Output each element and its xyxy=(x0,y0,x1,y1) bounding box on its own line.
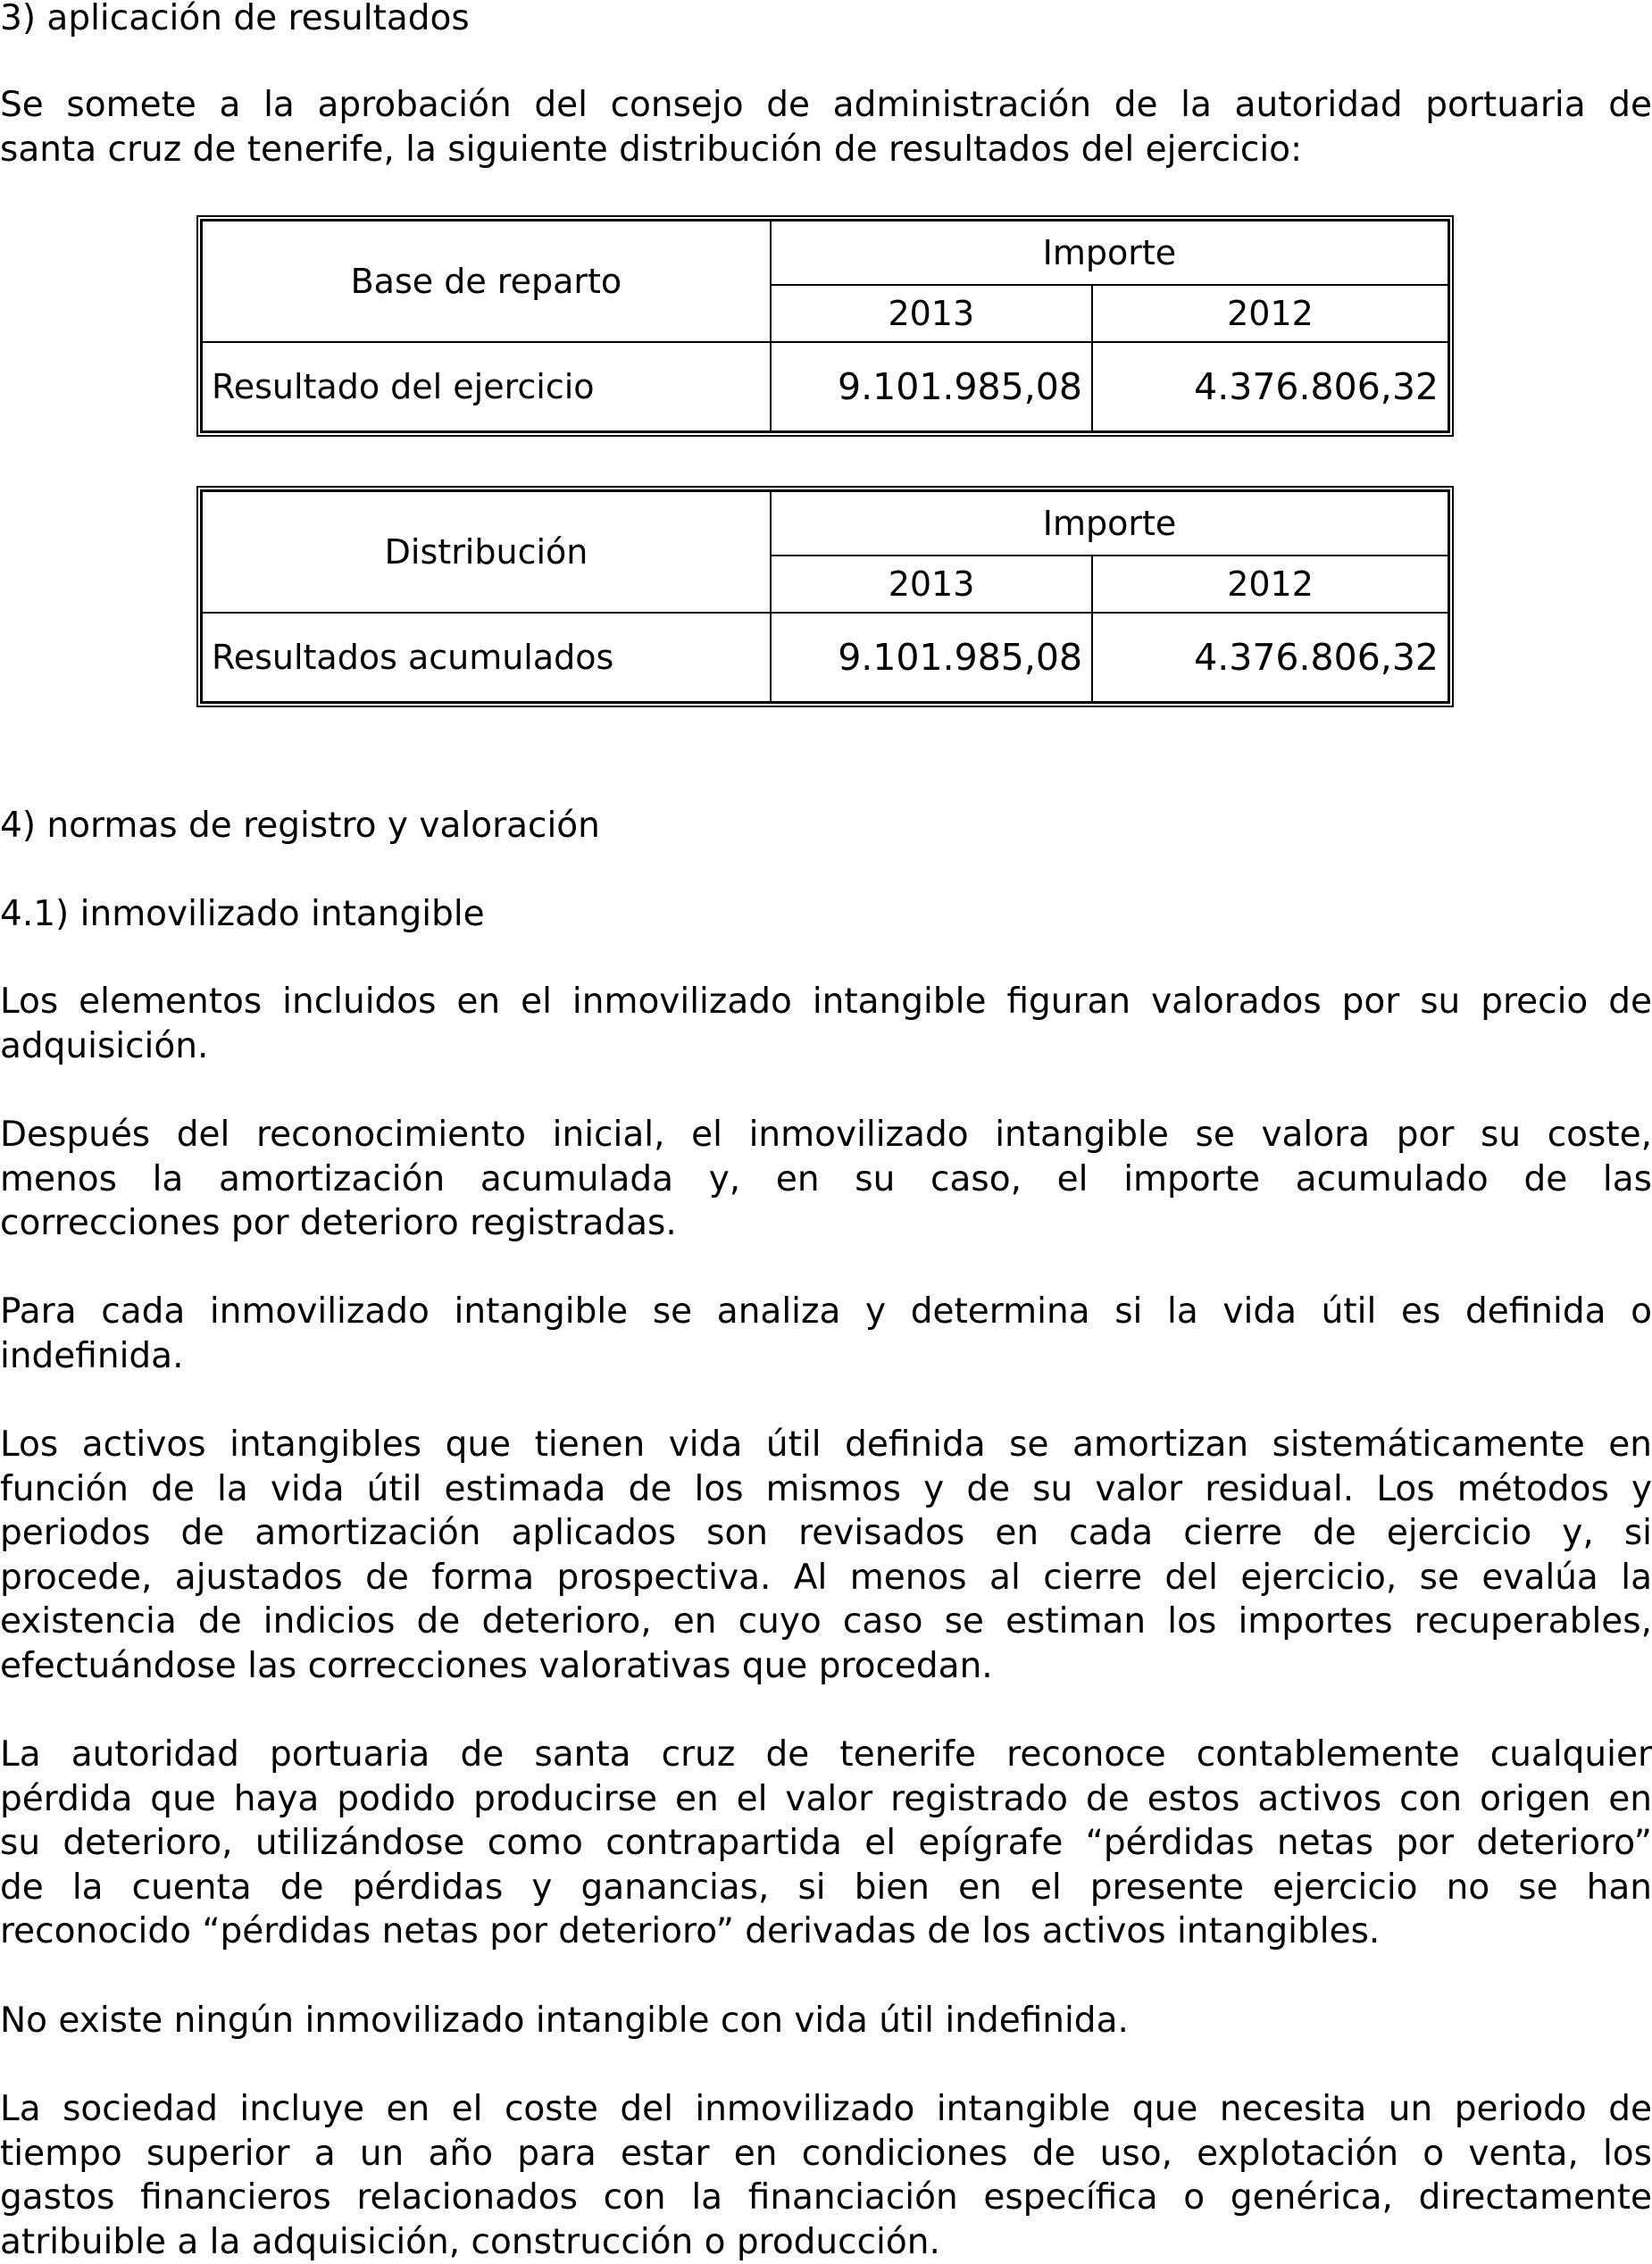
year-2013-header: 2013 xyxy=(771,285,1092,342)
paragraph-2 xyxy=(0,1113,1652,1246)
distribucion-header: Distribución xyxy=(202,491,771,613)
text-line: tiempo superior a un año para estar en condiciones de uso, explotación o venta, los xyxy=(0,2133,1652,2174)
section-4-heading: 4) normas de registro y valoración xyxy=(0,806,600,846)
text-line: santa cruz de tenerife, la siguiente distribución de resultados del ejercicio: xyxy=(0,129,1303,170)
paragraph-4 xyxy=(0,1423,1652,1688)
resultados-acumulados-label: Resultados acumulados xyxy=(202,613,771,702)
paragraph-7 xyxy=(0,2087,1652,2264)
year-2012-header: 2012 xyxy=(1092,285,1448,342)
section-4-1-heading: 4.1) inmovilizado intangible xyxy=(0,894,485,934)
text-line: No existe ningún inmovilizado intangible con vida útil indefinida. xyxy=(0,2001,1129,2041)
paragraph-6 xyxy=(0,1999,1652,2043)
acumulados-2013-value: 9.101.985,08 xyxy=(771,613,1092,702)
text-line: periodos de amortización aplicados son revisados en cada cierre de ejercicio y, si xyxy=(0,1513,1652,1553)
text-line: La autoridad portuaria de santa cruz de tenerife reconoce contablemente cualquier xyxy=(0,1734,1652,1775)
year-2013-header: 2013 xyxy=(771,556,1092,613)
year-2012-header: 2012 xyxy=(1092,556,1448,613)
base-de-reparto-header: Base de reparto xyxy=(202,221,771,342)
importe-header: Importe xyxy=(771,491,1448,556)
text-line: de la cuenta de pérdidas y ganancias, si bien en el presente ejercicio no se han xyxy=(0,1867,1652,1908)
text-line: La sociedad incluye en el coste del inmovilizado intangible que necesita un periodo de xyxy=(0,2089,1652,2129)
text-line: correcciones por deterioro registradas. xyxy=(0,1203,677,1243)
text-line: Los activos intangibles que tienen vida útil definida se amortizan sistemáticamente en xyxy=(0,1424,1652,1465)
paragraph-3 xyxy=(0,1290,1652,1378)
text-line: pérdida que haya podido producirse en el valor registrado de estos activos con origen en xyxy=(0,1778,1652,1819)
text-line: función de la vida útil estimada de los mismos y de su valor residual. Los métodos y xyxy=(0,1468,1652,1509)
text-line: indefinida. xyxy=(0,1335,184,1376)
text-line: Los elementos incluidos en el inmovilizado intangible figuran valorados por su precio de xyxy=(0,982,1652,1022)
base-de-reparto-table xyxy=(196,215,1454,437)
paragraph-5 xyxy=(0,1733,1652,1954)
resultado-2012-value: 4.376.806,32 xyxy=(1092,342,1448,431)
text-line: gastos financieros relacionados con la financiación específica o genérica, directamente xyxy=(0,2177,1652,2218)
acumulados-2012-value: 4.376.806,32 xyxy=(1092,613,1448,702)
text-line: efectuándose las correcciones valorativas que procedan. xyxy=(0,1645,993,1686)
text-line: procede, ajustados de forma prospectiva. Al menos al cierre del ejercicio, se evalúa la xyxy=(0,1557,1652,1598)
distribucion-table xyxy=(196,486,1454,707)
text-line: menos la amortización acumulada y, en su caso, el importe acumulado de las xyxy=(0,1158,1652,1199)
text-line: existencia de indicios de deterioro, en cuyo caso se estiman los importes recuperables, xyxy=(0,1601,1652,1642)
text-line: adquisición. xyxy=(0,1025,209,1066)
section-3-intro xyxy=(0,83,1652,171)
importe-header: Importe xyxy=(771,221,1448,285)
text-line: Para cada inmovilizado intangible se analiza y determina si la vida útil es definida o xyxy=(0,1291,1652,1332)
text-line: reconocido “pérdidas netas por deterioro” derivadas de los activos intangibles. xyxy=(0,1911,1381,1951)
text-line: su deterioro, utilizándose como contrapartida el epígrafe “pérdidas netas por deterioro” xyxy=(0,1823,1652,1863)
resultado-2013-value: 9.101.985,08 xyxy=(771,342,1092,431)
text-line: atribuible a la adquisición, construcción o producción. xyxy=(0,2221,940,2262)
resultado-del-ejercicio-label: Resultado del ejercicio xyxy=(202,342,771,431)
paragraph-1 xyxy=(0,980,1652,1068)
section-3-heading: 3) aplicación de resultados xyxy=(0,0,470,38)
text-line: Después del reconocimiento inicial, el inmovilizado intangible se valora por su coste, xyxy=(0,1115,1652,1155)
text-line: Se somete a la aprobación del consejo de administración de la autoridad portuaria de xyxy=(0,85,1652,125)
